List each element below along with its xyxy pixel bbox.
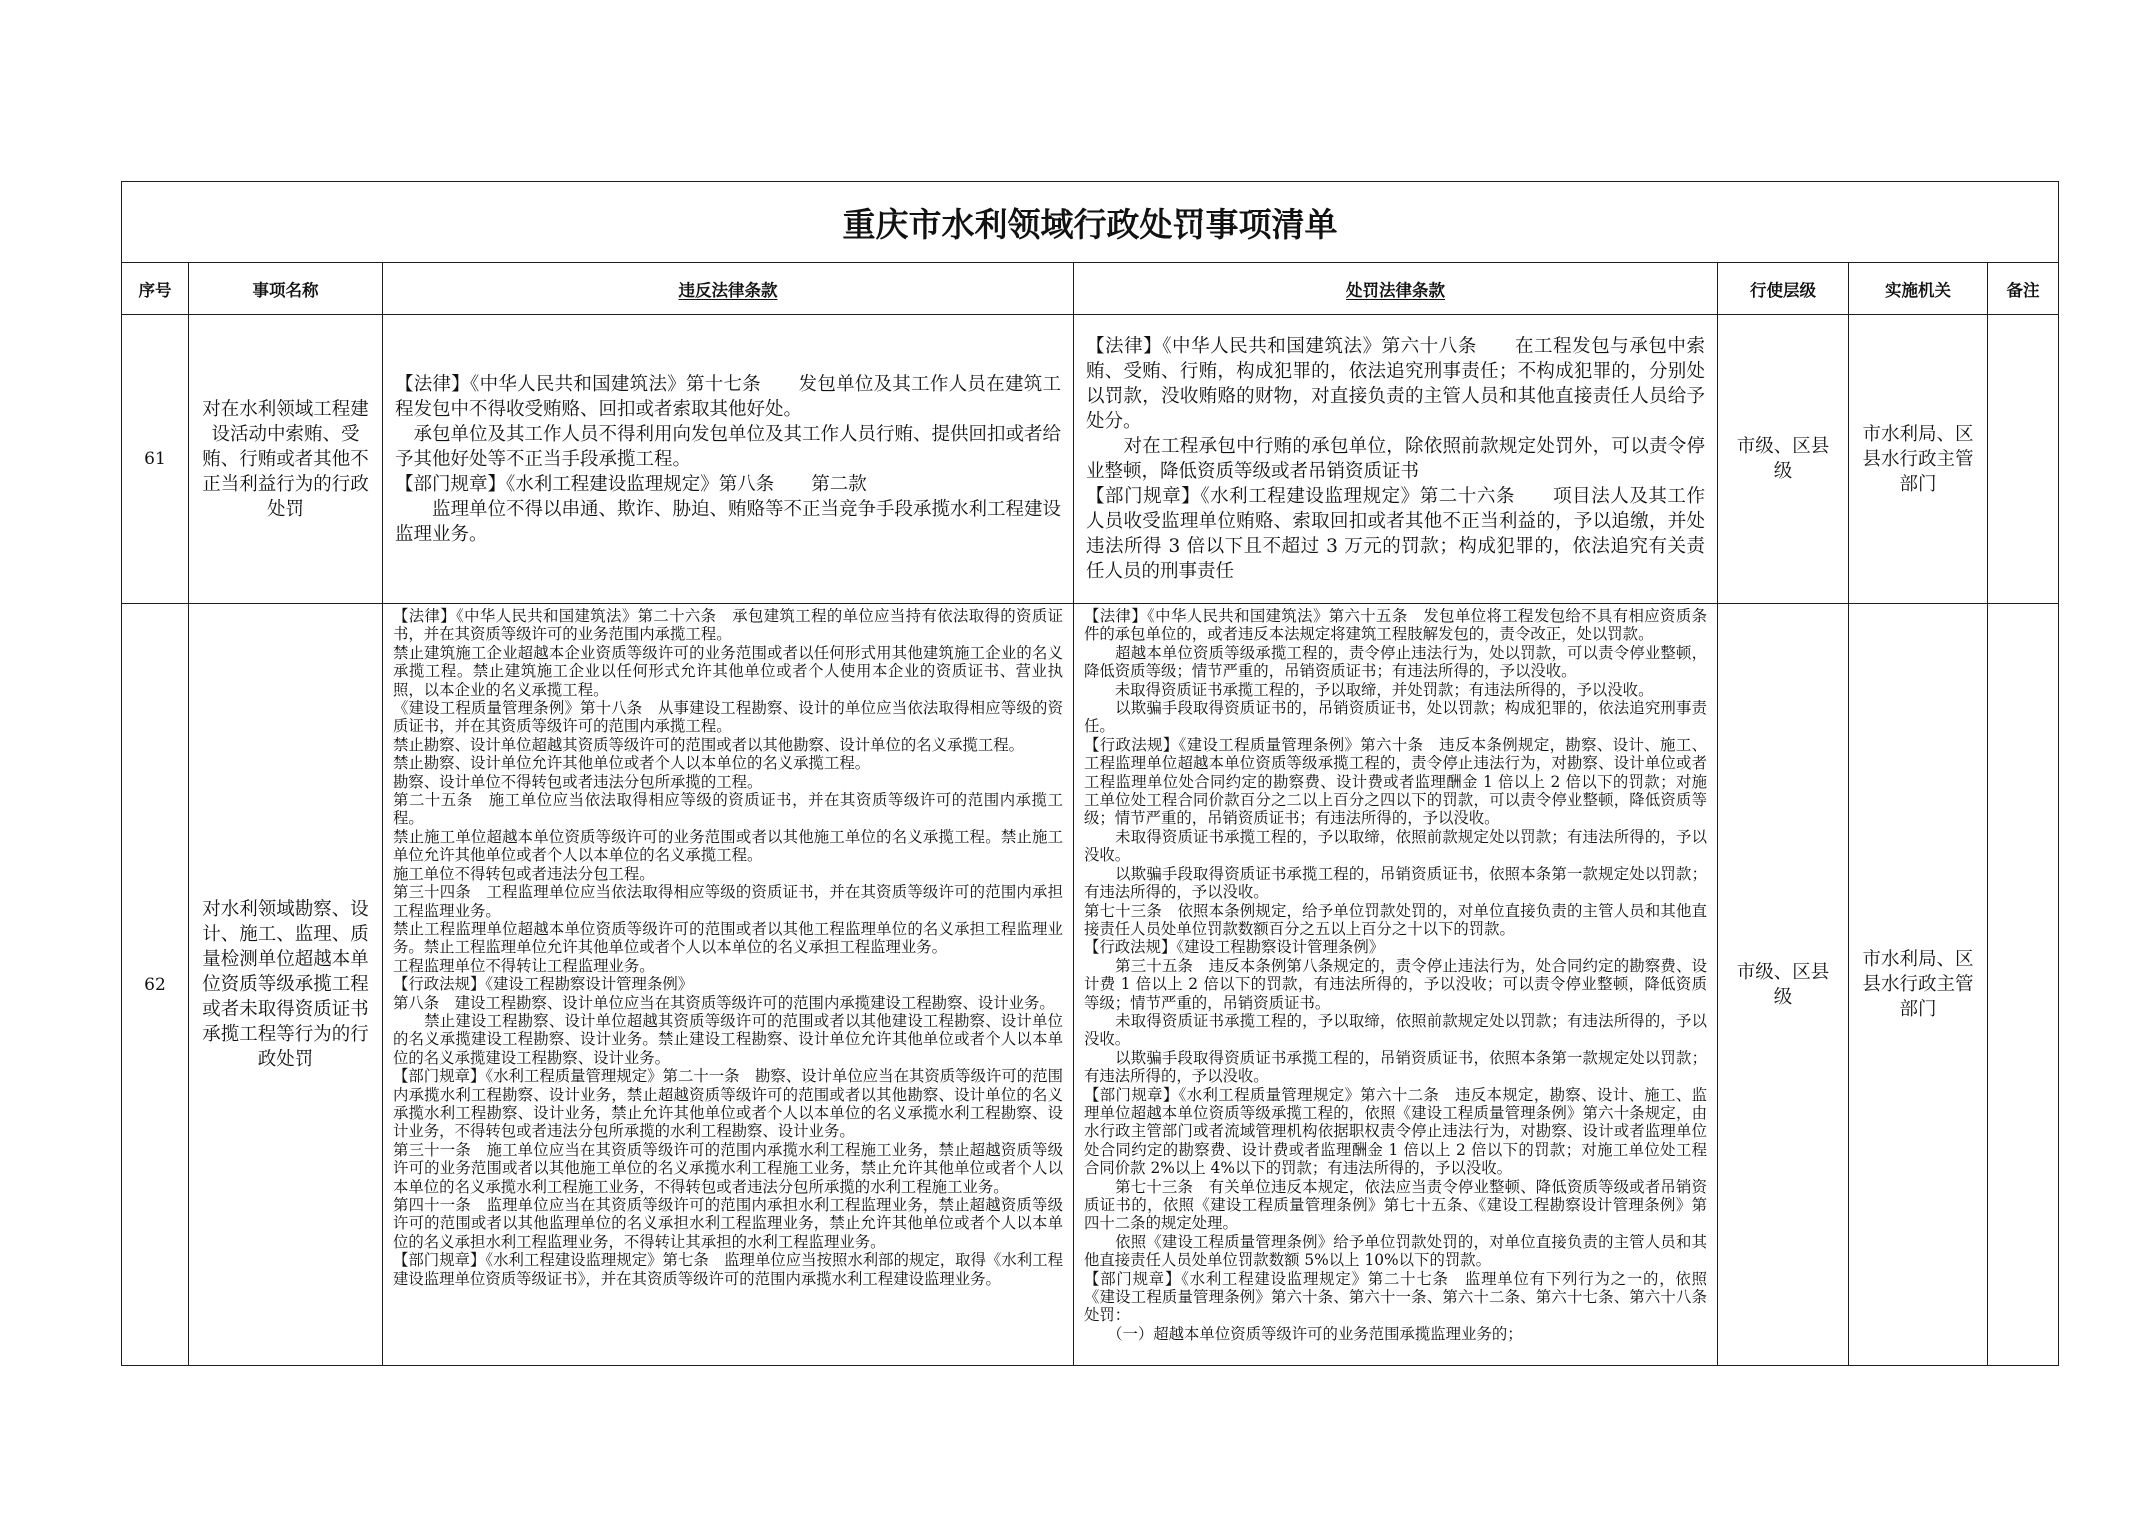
violated-provision-paragraph: 【部门规章】《水利工程质量管理规定》第二十一条 勘察、设计单位应当在其资质等级许可的范围内承揽水利工程勘察、设计业务，禁止超越资质等级许可的范围或者以其他勘察、设计单位的名义承揽水利工程勘察、设计业务，禁止允许其他单位或者个人以本单位的名义承揽水利工程勘察、设计业务，不得转包或者违法分包所承揽的水利工程勘察、设计业务。 — [393, 1067, 1063, 1141]
row-item-name: 对水利领域勘察、设计、施工、监理、质量检测单位超越本单位资质等级承揽工程或者未取得资质证书承揽工程等行为的行政处罚 — [189, 604, 383, 1366]
violated-provision-paragraph: 【法律】《中华人民共和国建筑法》第二十六条 承包建筑工程的单位应当持有依法取得的资质证书，并在其资质等级许可的业务范围内承揽工程。 — [393, 607, 1063, 644]
row-agency: 市水利局、区县水行政主管部门 — [1849, 604, 1988, 1366]
penalty-items-table — [121, 181, 2059, 1366]
penalty-provision-paragraph: 未取得资质证书承揽工程的，予以取缔，依照前款规定处以罚款；有违法所得的，予以没收。 — [1084, 1011, 1707, 1049]
column-header-item-name: 事项名称 — [189, 263, 383, 315]
penalty-provision-paragraph: 第三十五条 违反本条例第八条规定的，责令停止违法行为，处合同约定的勘察费、设计费 1 倍以上 2 倍以下的罚款，有违法所得的，予以没收；可以责令停业整顿，降低资质等级；情节严重的，吊销资质证书。 — [1084, 956, 1707, 1012]
violated-provision-paragraph: 【行政法规】《建设工程勘察设计管理条例》 — [393, 975, 694, 994]
penalty-provision-paragraph: 以欺骗手段取得资质证书的，吊销资质证书，处以罚款；构成犯罪的，依法追究刑事责任。 — [1084, 699, 1707, 736]
header-row — [122, 263, 2059, 315]
penalty-provision-paragraph: 【部门规章】《水利工程质量管理规定》第六十二条 违反本规定，勘察、设计、施工、监理单位超越本单位资质等级承揽工程的，依照《建设工程质量管理条例》第六十条规定，由水行政主管部门或者流域管理机构依据职权责令停止违法行为，对勘察、设计或者监理单位处合同约定的勘察费、设计费或者监理酬金 1 倍以上 2 倍以下的罚款；对施工单位处工程合同价款 2%以上 4%以下的罚款；有违法所得的，予以没收。 — [1084, 1085, 1707, 1178]
penalty-provision-paragraph: 第七十三条 有关单位违反本规定，依法应当责令停业整顿、降低资质等级或者吊销资质证书的，依照《建设工程质量管理条例》第七十五条、《建设工程勘察设计管理条例》第四十二条的规定处理。 — [1084, 1177, 1707, 1233]
violated-provision-paragraph: 第二十五条 施工单位应当依法取得相应等级的资质证书，并在其资质等级许可的范围内承揽工程。 — [393, 791, 1063, 828]
column-header-violated-provisions — [383, 263, 1074, 315]
title-row — [122, 182, 2059, 263]
penalty-provision-paragraph: 未取得资质证书承揽工程的，予以取缔，依照前款规定处以罚款；有违法所得的，予以没收。 — [1084, 827, 1707, 865]
violated-provision-paragraph: 工程监理单位不得转让工程监理业务。 — [393, 956, 655, 975]
violated-provision-paragraph: 【部门规章】《水利工程建设监理规定》第八条 第二款 — [395, 473, 867, 495]
violated-provision-paragraph: 禁止工程监理单位超越本单位资质等级许可的范围或者以其他工程监理单位的名义承担工程监理业务。禁止工程监理单位允许其他单位或者个人以本单位的名义承担工程监理业务。 — [393, 919, 1063, 957]
penalty-provision-paragraph: （一）超越本单位资质等级许可的业务范围承揽监理业务的； — [1084, 1324, 1523, 1343]
violated-provision-paragraph: 勘察、设计单位不得转包或者违法分包所承揽的工程。 — [393, 772, 763, 791]
row-remark — [1988, 604, 2059, 1366]
violated-provision-paragraph: 施工单位不得转包或者违法分包工程。 — [393, 864, 655, 883]
table-row — [122, 604, 2059, 1366]
penalty-provision-paragraph: 第七十三条 依照本条例规定，给予单位罚款处罚的，对单位直接负责的主管人员和其他直接责任人员处单位罚款数额百分之五以上百分之十以下的罚款。 — [1084, 901, 1707, 938]
page-title: 重庆市水利领域行政处罚事项清单 — [122, 182, 2059, 263]
row-penalty-provisions — [1074, 604, 1718, 1366]
row-seq: 62 — [122, 604, 189, 1366]
row-seq: 61 — [122, 315, 189, 604]
column-header-remark: 备注 — [1988, 263, 2059, 315]
column-header-agency: 实施机关 — [1849, 263, 1988, 315]
row-penalty-provisions — [1074, 315, 1718, 604]
penalty-provision-paragraph: 【部门规章】《水利工程建设监理规定》第二十七条 监理单位有下列行为之一的，依照《建设工程质量管理条例》第六十条、第六十一条、第六十二条、第六十七条、第六十八条处罚： — [1084, 1269, 1707, 1325]
violated-provision-paragraph: 【部门规章】《水利工程建设监理规定》第七条 监理单位应当按照水利部的规定，取得《水利工程建设监理单位资质等级证书》，并在其资质等级许可的范围内承揽水利工程建设监理业务。 — [393, 1251, 1063, 1288]
violated-provision-paragraph: 禁止勘察、设计单位允许其他单位或者个人以本单位的名义承揽工程。 — [393, 754, 871, 773]
row-item-name: 对在水利领域工程建设活动中索贿、受贿、行贿或者其他不正当利益行为的行政处罚 — [189, 315, 383, 604]
penalty-provision-paragraph: 【行政法规】《建设工程质量管理条例》第六十条 违反本条例规定，勘察、设计、施工、工程监理单位超越本单位资质等级承揽工程的，责令停止违法行为，对勘察、设计单位或者工程监理单位处合同约定的勘察费、设计费或者监理酬金 1 倍以上 2 倍以下的罚款；对施工单位处工程合同价款百分之二以上百分之四以下的罚款，可以责令停业整顿，降低资质等级；情节严重的，吊销资质证书；有违法所得的，予以没收。 — [1084, 735, 1707, 828]
column-header-penalty-provisions — [1074, 263, 1718, 315]
column-header-seq: 序号 — [122, 263, 189, 315]
violated-provision-paragraph: 禁止施工单位超越本单位资质等级许可的业务范围或者以其他施工单位的名义承揽工程。禁止施工单位允许其他单位或者个人以本单位的名义承揽工程。 — [393, 827, 1063, 865]
penalty-provision-paragraph: 【行政法规】《建设工程勘察设计管理条例》 — [1084, 938, 1385, 957]
row-violated-provisions — [383, 315, 1074, 604]
row-remark — [1988, 315, 2059, 604]
penalty-provision-paragraph: 【法律】《中华人民共和国建筑法》第六十八条 在工程发包与承包中索贿、受贿、行贿，构成犯罪的，依法追究刑事责任；不构成犯罪的，分别处以罚款，没收贿赂的财物，对直接负责的主管人员和其他直接责任人员给予处分。 — [1086, 336, 1705, 432]
row-level: 市级、区县级 — [1718, 604, 1849, 1366]
violated-provision-paragraph: 第四十一条 监理单位应当在其资质等级许可的范围内承担水利工程监理业务，禁止超越资质等级许可的范围或者以其他监理单位的名义承担水利工程监理业务，禁止允许其他单位或者个人以本单位的名义承担水利工程监理业务，不得转让其承担的水利工程监理业务。 — [393, 1196, 1063, 1251]
violated-provision-paragraph: 禁止建设工程勘察、设计单位超越其资质等级许可的范围或者以其他建设工程勘察、设计单位的名义承揽建设工程勘察、设计业务。禁止建设工程勘察、设计单位允许其他单位或者个人以本单位的名义承揽建设工程勘察、设计业务。 — [393, 1011, 1063, 1067]
row-violated-provisions — [383, 604, 1074, 1366]
table-row — [122, 315, 2059, 604]
penalty-provision-paragraph: 以欺骗手段取得资质证书承揽工程的，吊销资质证书，依照本条第一款规定处以罚款；有违法所得的，予以没收。 — [1084, 864, 1707, 902]
row-level: 市级、区县级 — [1718, 315, 1849, 604]
penalty-provision-paragraph: 【部门规章】《水利工程建设监理规定》第二十六条 项目法人及其工作人员收受监理单位贿赂、索取回扣或者其他不正当利益的，予以追缴，并处违法所得 3 倍以下且不超过 3 万元的罚款；构成犯罪的，依法追究有关责任人员的刑事责任 — [1086, 486, 1705, 582]
violated-provision-paragraph: 第八条 建设工程勘察、设计单位应当在其资质等级许可的范围内承揽建设工程勘察、设计业务。 — [393, 993, 1055, 1012]
violated-provision-paragraph: 监理单位不得以串通、欺诈、胁迫、贿赂等不正当竞争手段承揽水利工程建设监理业务。 — [395, 498, 1062, 545]
violated-provision-paragraph: 禁止勘察、设计单位超越其资质等级许可的范围或者以其他勘察、设计单位的名义承揽工程。 — [393, 735, 1025, 754]
violated-provision-paragraph: 《建设工程质量管理条例》第十八条 从事建设工程勘察、设计的单位应当依法取得相应等级的资质证书，并在其资质等级许可的范围内承揽工程。 — [393, 699, 1063, 736]
column-header-violated-provisions-label: 违反法律条款 — [678, 280, 778, 300]
penalty-provision-paragraph: 未取得资质证书承揽工程的，予以取缔，并处罚款；有违法所得的，予以没收。 — [1084, 680, 1654, 699]
penalty-provision-paragraph: 对在工程承包中行贿的承包单位，除依照前款规定处罚外，可以责令停业整顿，降低资质等级或者吊销资质证书 — [1086, 436, 1705, 482]
violated-provision-paragraph: 【法律】《中华人民共和国建筑法》第十七条 发包单位及其工作人员在建筑工程发包中不得收受贿赂、回扣或者索取其他好处。 — [395, 373, 1061, 420]
row-agency: 市水利局、区县水行政主管部门 — [1849, 315, 1988, 604]
column-header-level: 行使层级 — [1718, 263, 1849, 315]
penalty-provision-paragraph: 以欺骗手段取得资质证书承揽工程的，吊销资质证书，依照本条第一款规定处以罚款；有违法所得的，予以没收。 — [1084, 1048, 1707, 1086]
penalty-provision-paragraph: 超越本单位资质等级承揽工程的，责令停止违法行为，处以罚款，可以责令停业整顿，降低资质等级；情节严重的，吊销资质证书；有违法所得的，予以没收。 — [1084, 643, 1707, 681]
violated-provision-paragraph: 禁止建筑施工企业超越本企业资质等级许可的业务范围或者以任何形式用其他建筑施工企业的名义承揽工程。禁止建筑施工企业以任何形式允许其他单位或者个人使用本企业的资质证书、营业执照，以本企业的名义承揽工程。 — [393, 643, 1063, 699]
violated-provision-paragraph: 第三十一条 施工单位应当在其资质等级许可的范围内承揽水利工程施工业务，禁止超越资质等级许可的业务范围或者以其他施工单位的名义承揽水利工程施工业务，禁止允许其他单位或者个人以本单位的名义承揽水利工程施工业务，不得转包或者违法分包所承揽的水利工程施工业务。 — [393, 1140, 1063, 1196]
violated-provision-paragraph: 第三十四条 工程监理单位应当依法取得相应等级的资质证书，并在其资质等级许可的范围内承担工程监理业务。 — [393, 883, 1063, 920]
column-header-penalty-provisions-label: 处罚法律条款 — [1346, 280, 1445, 300]
violated-provision-paragraph: 承包单位及其工作人员不得利用向发包单位及其工作人员行贿、提供回扣或者给予其他好处等不正当手段承揽工程。 — [395, 423, 1062, 470]
penalty-provision-paragraph: 依照《建设工程质量管理条例》给予单位罚款处罚的，对单位直接负责的主管人员和其他直接责任人员处单位罚款数额 5%以上 10%以下的罚款。 — [1084, 1232, 1707, 1270]
penalty-provision-paragraph: 【法律】《中华人民共和国建筑法》第六十五条 发包单位将工程发包给不具有相应资质条件的承包单位的，或者违反本法规定将建筑工程肢解发包的，责令改正，处以罚款。 — [1084, 607, 1707, 644]
